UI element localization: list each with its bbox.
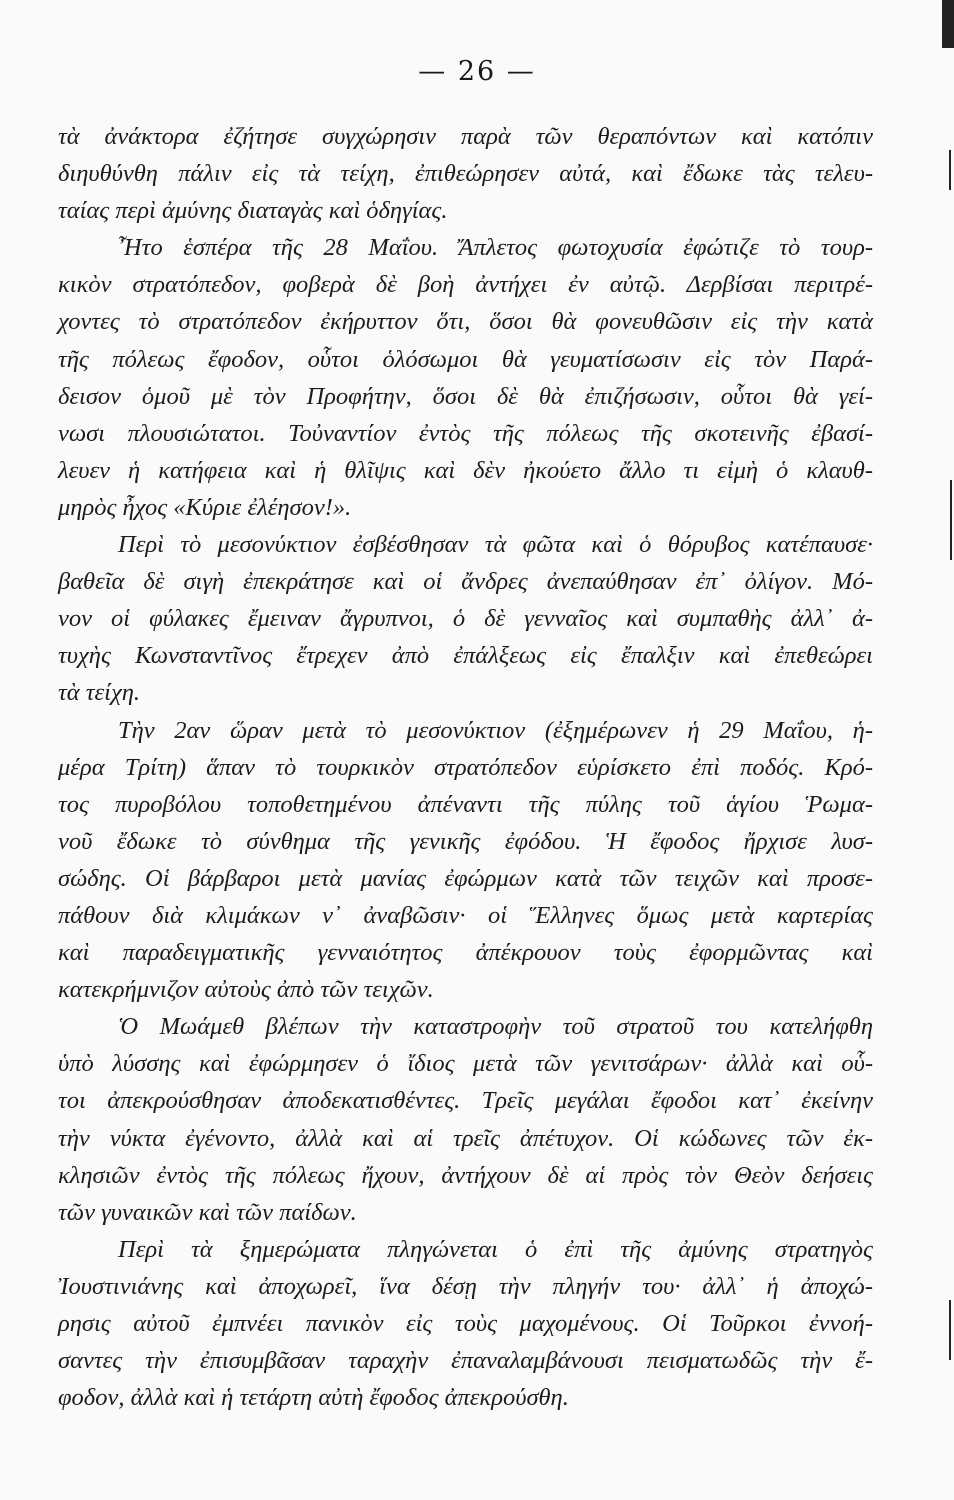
text-line: λευεν ἡ κατήφεια καὶ ἡ θλῖψις καὶ δὲν ἠκούετο ἄλλο τι εἰμὴ ὁ κλαυθ- [58,456,873,484]
text-line: κικὸν στρατόπεδον, φοβερὰ δὲ βοὴ ἀντήχει ἐν αὐτῷ. Δερβίσαι περιτρέ- [58,271,873,299]
paragraph [58,712,873,1009]
paragraph [58,118,873,229]
body-text [58,118,873,1416]
text-line: κλησιῶν ἐντὸς τῆς πόλεως ἤχουν, ἀντήχουν δὲ αἱ πρὸς τὸν Θεὸν δεήσεις [58,1161,873,1189]
text-line: ὑπὸ λύσσης καὶ ἐφώρμησεν ὁ ἴδιος μετὰ τῶν γενιτσάρων· ἀλλὰ καὶ οὗ- [58,1050,873,1078]
text-line: ταίας περὶ ἀμύνης διαταγὰς καὶ ὁδηγίας. [58,197,448,225]
text-line: τὰ τείχη. [58,679,141,707]
text-line: τοι ἀπεκρούσθησαν ἀποδεκατισθέντες. Τρεῖς μεγάλαι ἔφοδοι κατ᾿ ἐκείνην [58,1087,873,1115]
text-line: τος πυροβόλου τοποθετημένου ἀπέναντι τῆς πύλης τοῦ ἁγίου Ῥωμα- [58,790,873,818]
text-line: καὶ παραδειγματικῆς γενναιότητος ἀπέκρουον τοὺς ἐφορμῶντας καὶ [58,939,873,967]
scan-edge-mark [949,150,951,190]
text-line: Τὴν 2αν ὥραν μετὰ τὸ μεσονύκτιον (ἐξημέρωνεν ἡ 29 Μαΐου, ἡ- [118,716,873,744]
page-number: — 26 — [418,56,536,87]
text-line: σώδης. Οἱ βάρβαροι μετὰ μανίας ἐφώρμων κατὰ τῶν τειχῶν καὶ προσε- [58,864,873,892]
text-line: ρησις αὐτοῦ ἐμπνέει πανικὸν εἰς τοὺς μαχομένους. Οἱ Τοῦρκοι ἐννοή- [58,1310,873,1337]
paragraph [58,229,873,526]
text-line: τὰ ἀνάκτορα ἐζήτησε συγχώρησιν παρὰ τῶν θεραπόντων καὶ κατόπιν [58,123,873,150]
text-line: χοντες τὸ στρατόπεδον ἐκήρυττον ὅτι, ὅσοι θὰ φονευθῶσιν εἰς τὴν κατὰ [58,308,873,336]
text-line: φοδον, ἀλλὰ καὶ ἡ τετάρτη αὐτὴ ἔφοδος ἀπεκρούσθη. [58,1384,569,1412]
text-line: σαντες τὴν ἐπισυμβᾶσαν ταραχὴν ἐπαναλαμβάνουσι πεισματωδῶς τὴν ἔ- [58,1347,873,1375]
scan-edge-mark [950,480,952,560]
text-line: νοῦ ἔδωκε τὸ σύνθημα τῆς γενικῆς ἐφόδου. Ἡ ἔφοδος ἤρχισε λυσ- [58,827,873,855]
text-line: βαθεῖα δὲ σιγὴ ἐπεκράτησε καὶ οἱ ἄνδρες ἀνεπαύθησαν ἐπ᾿ ὀλίγον. Μό- [58,568,873,596]
text-line: Ὁ Μωάμεθ βλέπων τὴν καταστροφὴν τοῦ στρατοῦ του κατελήφθη [118,1013,873,1041]
text-line: μέρα Τρίτη) ἅπαν τὸ τουρκικὸν στρατόπεδον εὑρίσκετο ἐπὶ ποδός. Κρό- [58,753,873,781]
text-line: Περὶ τὸ μεσονύκτιον ἐσβέσθησαν τὰ φῶτα καὶ ὁ θόρυβος κατέπαυσε· [118,531,873,559]
text-line: Ἦτο ἑσπέρα τῆς 28 Μαΐου. Ἄπλετος φωτοχυσία ἐφώτιζε τὸ τουρ- [118,234,873,262]
text-line: τυχὴς Κωνσταντῖνος ἔτρεχεν ἀπὸ ἐπάλξεως εἰς ἔπαλξιν καὶ ἐπεθεώρει [58,642,873,670]
scan-edge-mark [949,1300,951,1360]
text-line: πάθουν διὰ κλιμάκων ν᾿ ἀναβῶσιν· οἱ Ἕλληνες ὅμως μετὰ καρτερίας [58,901,873,929]
text-line: τὴν νύκτα ἐγένοντο, ἀλλὰ καὶ αἱ τρεῖς ἀπέτυχον. Οἱ κώδωνες τῶν ἐκ- [58,1124,873,1152]
text-line: δεισον ὁμοῦ μὲ τὸν Προφήτην, ὅσοι δὲ θὰ ἐπιζήσωσιν, οὗτοι θὰ γεί- [58,382,873,410]
text-line: κατεκρήμνιζον αὐτοὺς ἀπὸ τῶν τειχῶν. [58,976,434,1004]
text-line: Περὶ τὰ ξημερώματα πληγώνεται ὁ ἐπὶ τῆς ἀμύνης στρατηγὸς [118,1235,873,1263]
paragraph [58,1008,873,1231]
text-line: τῆς πόλεως ἔφοδον, οὗτοι ὁλόσωμοι θὰ γευματίσωσιν εἰς τὸν Παρά- [58,345,873,373]
paragraph [58,1231,873,1416]
text-line: τῶν γυναικῶν καὶ τῶν παίδων. [58,1198,357,1226]
scan-edge-shadow [942,0,954,48]
text-line: Ἰουστινιάνης καὶ ἀποχωρεῖ, ἵνα δέσῃ τὴν πληγήν του· ἀλλ᾿ ἡ ἀποχώ- [58,1272,873,1300]
text-line: νωσι πλουσιώτατοι. Τοὐναντίον ἐντὸς τῆς πόλεως τῆς σκοτεινῆς ἐβασί- [58,419,873,447]
paragraph [58,526,873,711]
text-line: νον οἱ φύλακες ἔμειναν ἄγρυπνοι, ὁ δὲ γενναῖος καὶ συμπαθὴς ἀλλ᾿ ἀ- [58,605,873,633]
text-line: μηρὸς ἦχος «Κύριε ἐλέησον!». [58,493,352,521]
text-line: διηυθύνθη πάλιν εἰς τὰ τείχη, ἐπιθεώρησεν αὐτά, καὶ ἔδωκε τὰς τελευ- [58,160,873,188]
